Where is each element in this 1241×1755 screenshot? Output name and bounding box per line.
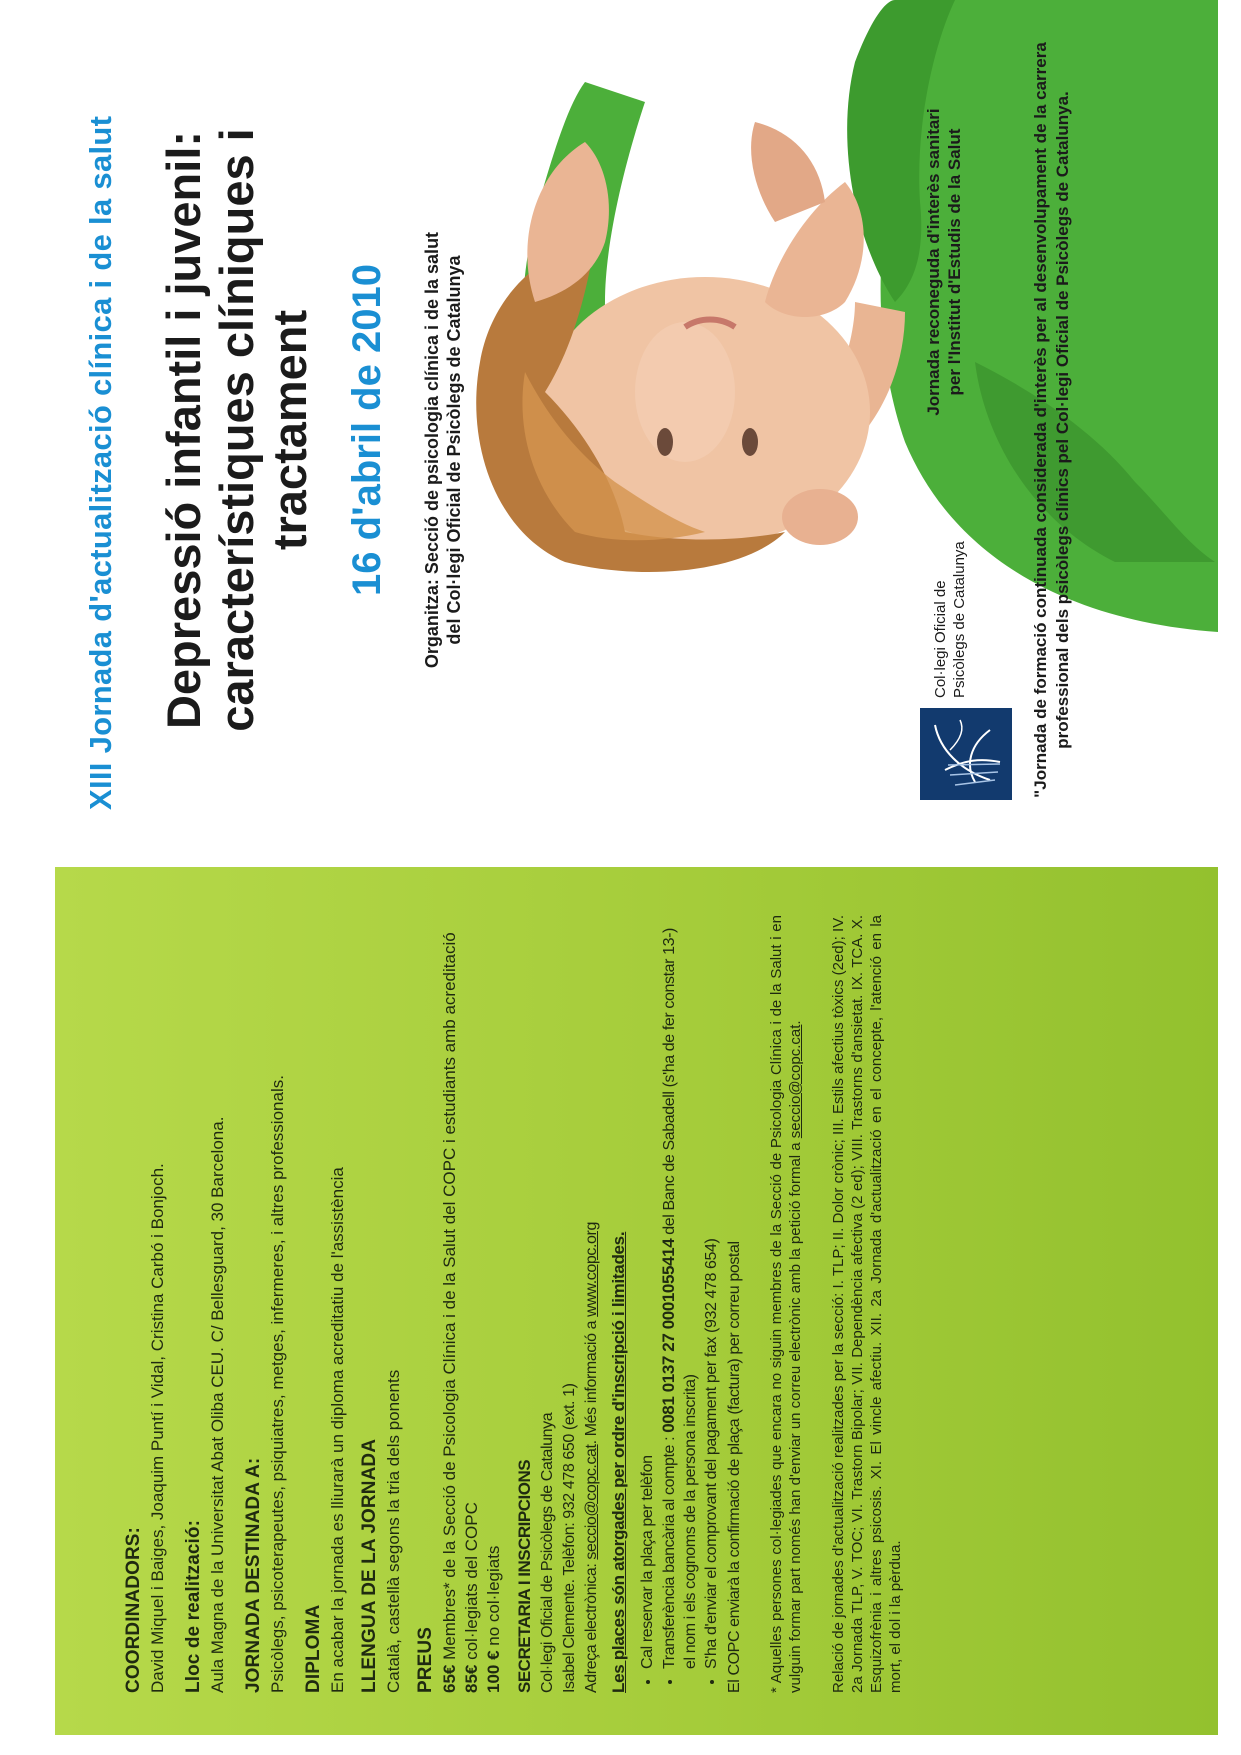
copc-name-line-2: Psicòlegs de Catalunya	[951, 541, 968, 698]
price-members	[439, 915, 461, 1693]
secretariat-org: Col·legi Oficial de Psicòlegs de Catalunya	[539, 1412, 556, 1693]
membership-note-text: * Aquelles persones col·legiades que encara no siguin membres de la Secció de Psicologia Clínica i de la Salut i en vulguin formar part només han d'enviar un correu electrònic amb la petició formal a	[768, 915, 804, 1693]
info-panel	[55, 867, 1218, 1735]
secretariat-email-line	[581, 915, 603, 1693]
step-confirmation: El COPC enviarà la confirmació de plaça (factura) per correu postal	[726, 1241, 743, 1693]
price-non-collegiates-amount: 100 €	[484, 1650, 503, 1693]
membership-note	[767, 915, 805, 1693]
diploma-heading: DIPLOMA	[303, 1604, 324, 1693]
price-members-amount: 65€	[440, 1664, 459, 1693]
limited-places-notice: Les places són atorgades per ordre d'inscripció i limitades.	[609, 1231, 628, 1693]
health-interest-recognition	[923, 2, 965, 522]
price-collegiates	[461, 915, 483, 1693]
language-heading: LLENGUA DE LA JORNADA	[359, 1438, 380, 1693]
price-members-text: Membres* de la Secció de Psicologia Clínica i de la Salut del COPC i estudiants amb acreditació	[440, 932, 459, 1665]
copc-logo	[920, 708, 1012, 800]
audience-text: Psicòlegs, psicoterapeutes, psiquiatres, metges, infermeres, i altres professionals.	[268, 1075, 287, 1693]
step-transfer-suffix: del Banc de Sabadell (s'ha de fer constar 13-) el nom i els cognoms de la persona inscrita)	[661, 928, 699, 1669]
coordinators-text: David Miquel i Baiges, Joaquim Puntí i Vidal, Cristina Carbó i Bonjoch.	[148, 1163, 167, 1693]
price-collegiates-amount: 85€	[462, 1664, 481, 1693]
organizer-line-2: del Col·legi Oficial de Psicòlegs de Catalunya	[444, 255, 464, 645]
organizer	[421, 90, 465, 810]
secretariat-more: . Més informació a	[583, 1316, 600, 1445]
recognition-line-1: Jornada reconeguda d'interès sanitari	[924, 108, 943, 416]
membership-note-end: .	[787, 1020, 804, 1025]
price-non-collegiates	[483, 915, 505, 1693]
copc-name-line-1: Col·legi Oficial de	[932, 580, 949, 698]
step-fax: • S'ha d'enviar el comprovant del pagament per fax (932 478 654)	[701, 915, 722, 1669]
series-title: XIII Jornada d'actualització clínica i de la salut	[83, 115, 118, 810]
registration-steps	[637, 915, 722, 1693]
secretariat-heading: SECRETARIA I INSCRIPCIONS	[515, 1459, 534, 1693]
previous-sessions: Relació de jornades d'actualització realitzades per la secció: I. TLP; II. Dolor crònic; III. Estils afectius tòxics (2ed); IV. 2a Jornada TLP, V. TOC; VI. Trastorn Bipolar; VII. Dependència afectiva (2 ed); VIII. Trastorns d'ansietat. IX. TCA. X. Esquizofrènia i altres psicosis. XI. El vincle afectiu. XII. 2a Jornada d'actualització en el concepte, l'atenció en la mort, el dol i la pèrdua.	[830, 915, 904, 1693]
membership-note-email[interactable]: seccio@copc.cat	[787, 1024, 804, 1139]
language-text: Català, castellà segons la tria dels ponents	[384, 1369, 403, 1693]
diploma-text: En acabar la jornada es lliurarà un diploma acreditatiu de l'assistència	[328, 1167, 347, 1693]
price-collegiates-text: col·legiats del COPC	[462, 1502, 481, 1665]
price-non-collegiates-text: no col·legiats	[484, 1545, 503, 1651]
secretariat-email-link[interactable]: seccio@copc.cat	[583, 1444, 600, 1560]
venue-text: Aula Magna de la Universitat Abat Oliba CEU. C/ Bellesguard, 30 Barcelona.	[208, 1116, 227, 1693]
bank-account: 0081 0137 27 0001055414	[659, 1238, 678, 1433]
prices-heading: PREUS	[415, 1627, 436, 1693]
recognition-line-2: per l'Institut d'Estudis de la Salut	[945, 128, 964, 396]
step-transfer	[658, 915, 701, 1669]
cover-panel	[55, 0, 1218, 862]
event-date: 16 d'abril de 2010	[345, 264, 389, 596]
copc-emblem-icon	[920, 708, 1012, 800]
venue-heading: Lloc de realització:	[183, 1519, 204, 1693]
training-interest-statement: "Jornada de formació continuada considerada d'interès per al desenvolupament de la carrera professional dels psicòlegs clínics pel Col·legi Oficial de Psicòlegs de Catalunya.	[1031, 42, 1072, 798]
coordinators-heading: COORDINADORS:	[123, 1527, 144, 1693]
secretariat-contact: Isabel Clemente. Telèfon: 932 478 650 (ext. 1)	[561, 1383, 578, 1693]
organizer-line-1: Organitza: Secció de psicologia clínica i de la salut	[422, 231, 442, 669]
boy-photo	[475, 0, 1218, 862]
secretariat-email-prefix: Adreça electrònica:	[583, 1559, 600, 1693]
secretariat-web-link[interactable]: www.copc.org	[583, 1222, 600, 1317]
step-reserve: • Cal reservar la plaça per telèfon	[637, 915, 658, 1669]
main-title: Depressió infantil i juvenil: característiques clíniques i tractament	[157, 128, 316, 732]
step-transfer-prefix: Transferència bancària al compte :	[661, 1432, 678, 1669]
audience-heading: JORNADA DESTINADA A:	[243, 1457, 264, 1693]
